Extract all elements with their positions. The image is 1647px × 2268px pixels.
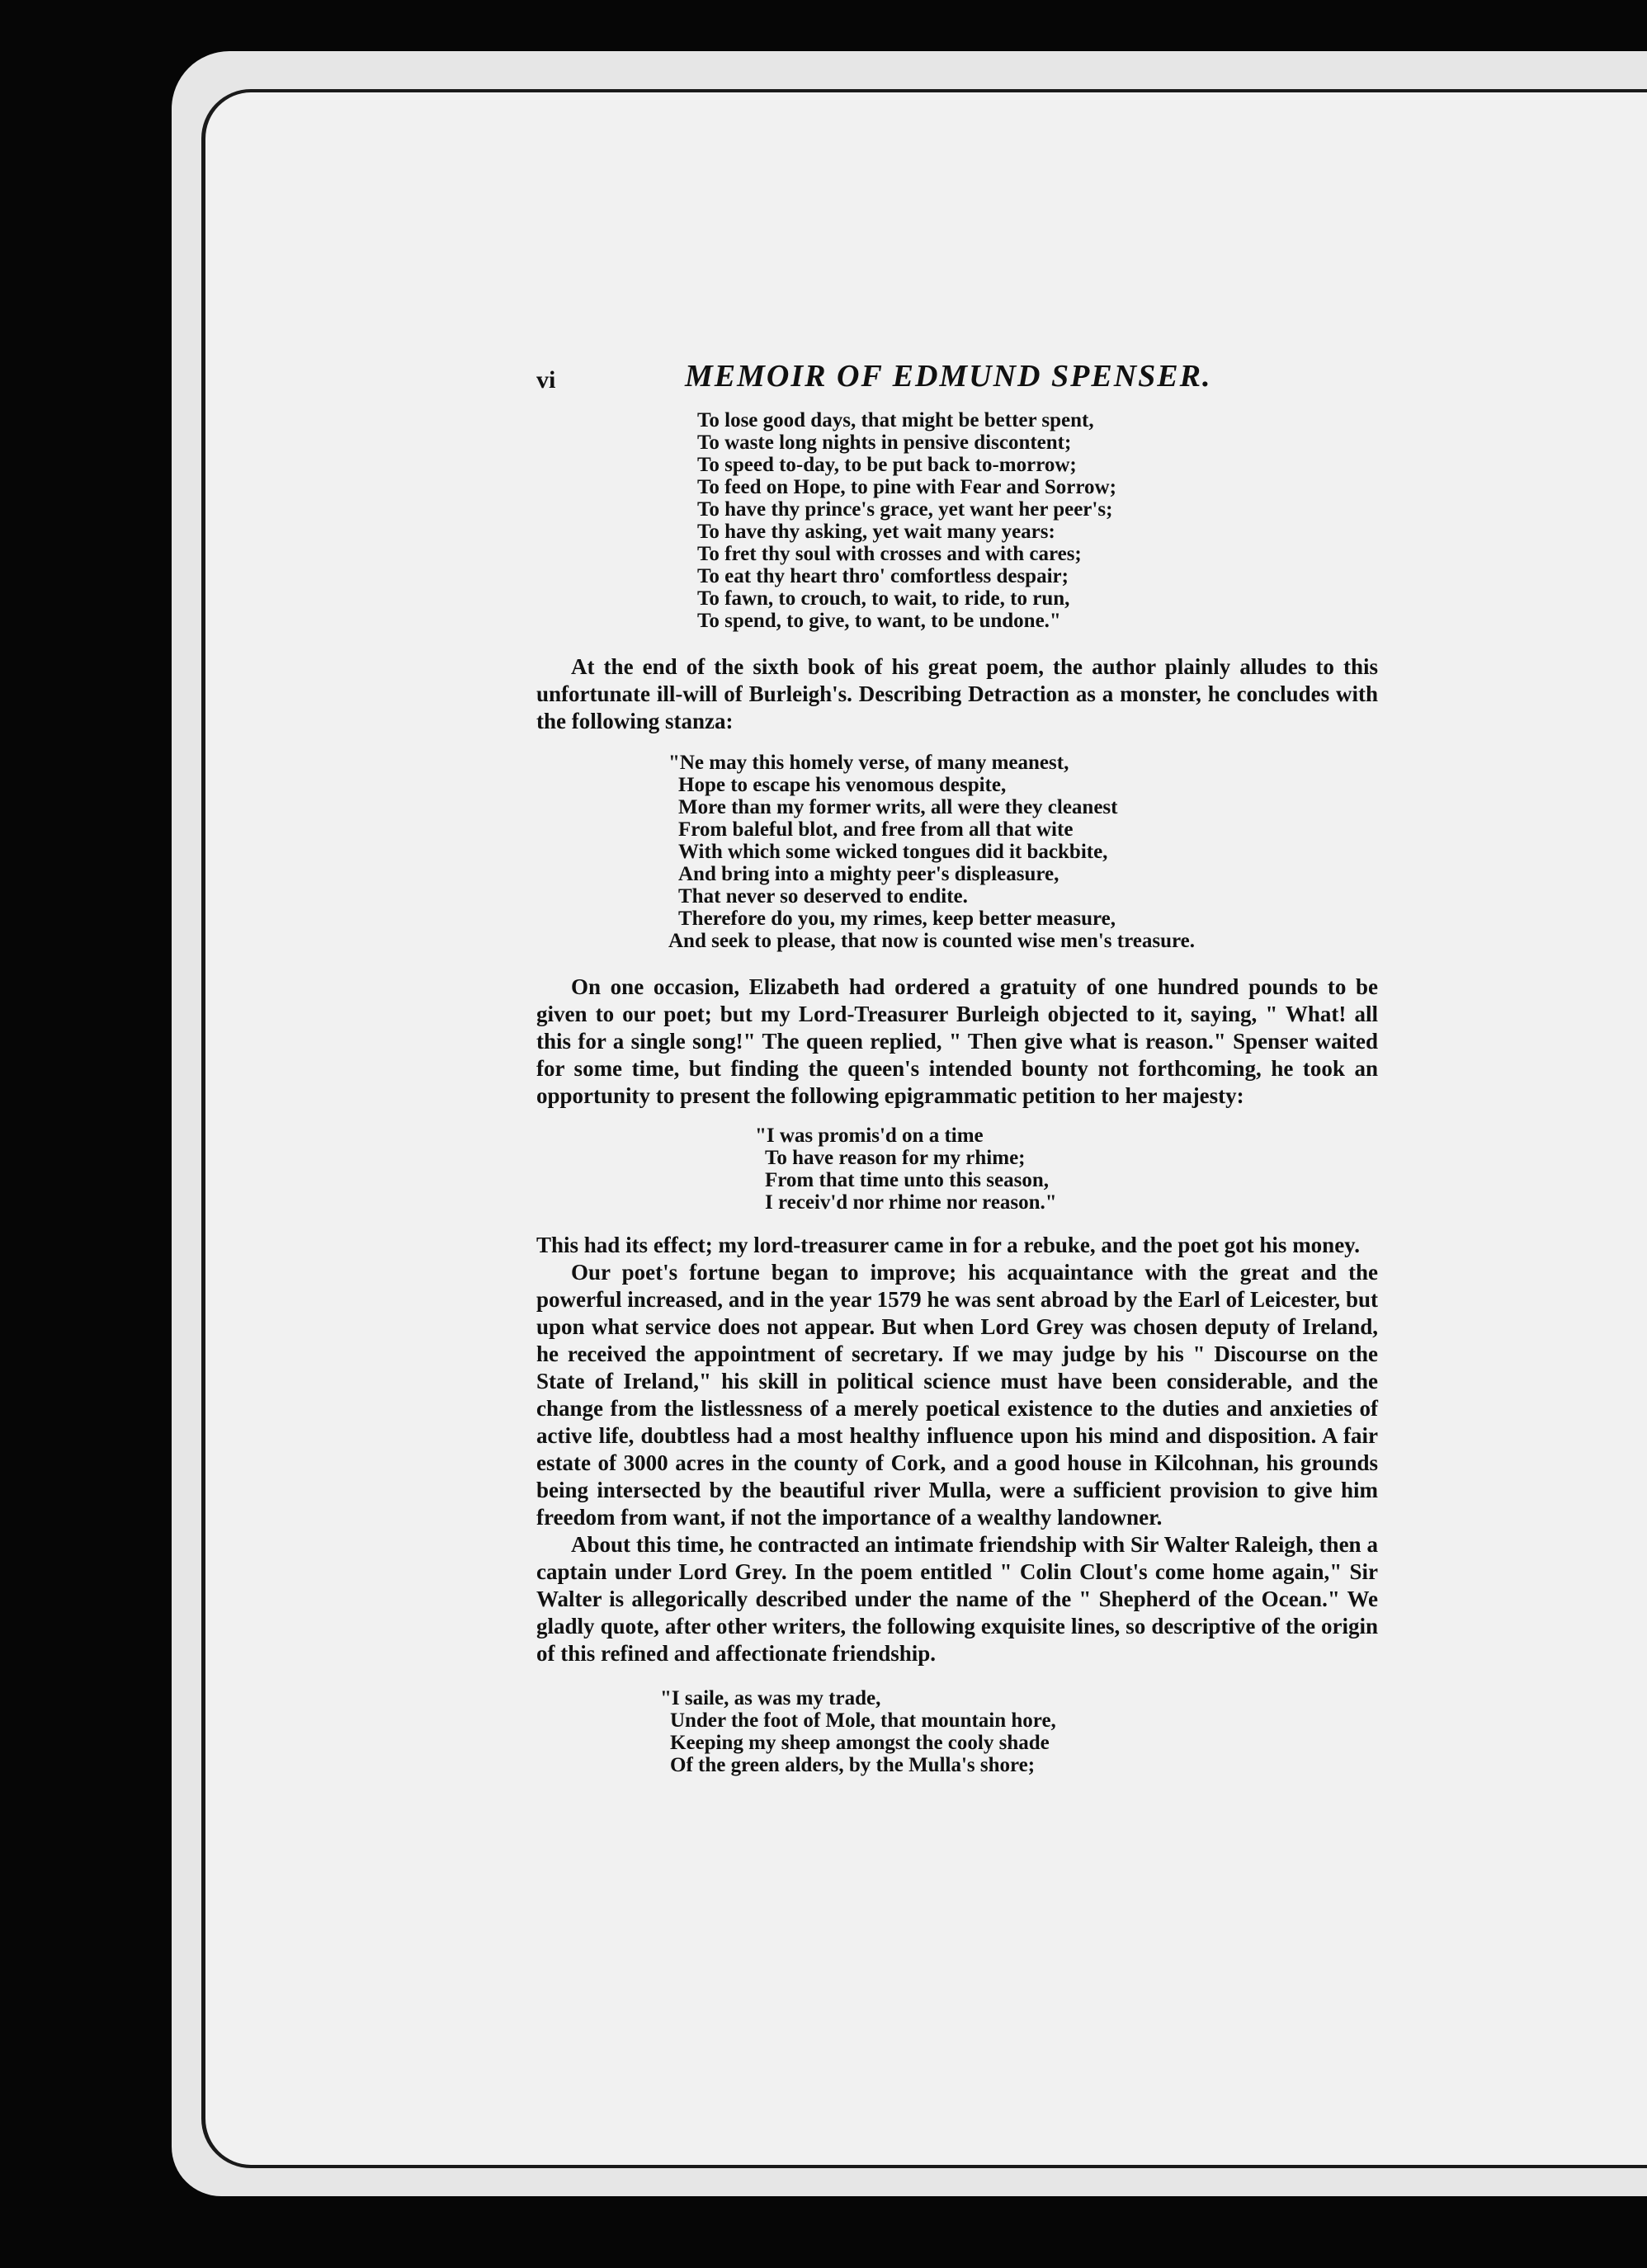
page-number: vi [536, 366, 556, 394]
verse-line: To have reason for my rhime; [765, 1147, 1026, 1169]
verse-line: Therefore do you, my rimes, keep better measure, [678, 908, 1116, 930]
verse-block-1 [697, 409, 1378, 632]
paragraph: About this time, he contracted an intimate friendship with Sir Walter Raleigh, then a captain under Lord Grey. In the poem entitled " Colin Clout's come home again," Sir Walter is allegorically described under the name of the " Shepherd of the Ocean." We gladly quote, after other writers, the following exquisite lines, so descriptive of the origin of this refined and affectionate friendship. [536, 1532, 1378, 1666]
verse-block-2 [668, 752, 1378, 952]
verse-line: With which some wicked tongues did it backbite, [678, 841, 1108, 863]
verse-line: To feed on Hope, to pine with Fear and Sorrow; [697, 476, 1116, 498]
paragraph: On one occasion, Elizabeth had ordered a gratuity of one hundred pounds to be given to our poet; but my Lord-Treasurer Burleigh objected to it, saying, " What! all this for a single song!" The queen replied, " Then give what is reason." Spenser waited for some time, but finding the queen's intended bounty not forthcoming, he took an opportunity to present the following epigrammatic petition to her majesty: [536, 974, 1378, 1108]
verse-line: Under the foot of Mole, that mountain hore, [670, 1709, 1056, 1732]
verse-line: To speed to-day, to be put back to-morrow; [697, 454, 1077, 476]
verse-line: "I saile, as was my trade, [660, 1687, 881, 1709]
verse-line: To lose good days, that might be better spent, [697, 409, 1094, 431]
verse-line: To fret thy soul with crosses and with cares; [697, 543, 1082, 565]
page-text [536, 359, 1378, 1776]
verse-line: To spend, to give, to want, to be undone." [697, 610, 1061, 632]
verse-line: To have thy asking, yet wait many years: [697, 521, 1055, 543]
running-title: MEMOIR OF EDMUND SPENSER. [685, 359, 1212, 394]
verse-line: And bring into a mighty peer's displeasure, [678, 863, 1059, 885]
paragraph: This had its effect; my lord-treasurer came in for a rebuke, and the poet got his money. [536, 1233, 1360, 1257]
verse-line: "I was promis'd on a time [755, 1125, 984, 1147]
verse-block-4 [660, 1687, 1378, 1776]
running-head [536, 359, 1378, 401]
verse-line: Of the green alders, by the Mulla's shore; [670, 1754, 1036, 1776]
verse-line: To fawn, to crouch, to wait, to ride, to run, [697, 587, 1070, 610]
verse-line: I receiv'd nor rhime nor reason." [765, 1191, 1057, 1214]
verse-line: "Ne may this homely verse, of many meanest, [668, 752, 1069, 774]
verse-line: Hope to escape his venomous despite, [678, 774, 1007, 796]
verse-line: And seek to please, that now is counted wise men's treasure. [668, 930, 1195, 952]
verse-line: From baleful blot, and free from all that wite [678, 818, 1074, 841]
verse-line: That never so deserved to endite. [678, 885, 968, 908]
verse-line: Keeping my sheep amongst the cooly shade [670, 1732, 1050, 1754]
verse-line: From that time unto this season, [765, 1169, 1049, 1191]
verse-line: To waste long nights in pensive discontent; [697, 431, 1072, 454]
verse-line: More than my former writs, all were they cleanest [678, 796, 1118, 818]
paragraph: At the end of the sixth book of his great poem, the author plainly alludes to this unfortunate ill-will of Burleigh's. Describing Detraction as a monster, he concludes with the following stanza: [536, 654, 1378, 733]
verse-block-3 [755, 1125, 1378, 1214]
verse-line: To eat thy heart thro' comfortless despair; [697, 565, 1069, 587]
paragraph: Our poet's fortune began to improve; his acquaintance with the great and the powerful increased, and in the year 1579 he was sent abroad by the Earl of Leicester, but upon what service does not appear. But when Lord Grey was chosen deputy of Ireland, he received the appointment of secretary. If we may judge by his " Discourse on the State of Ireland," his skill in political science must have been considerable, and the change from the listlessness of a merely poetical existence to the duties and anxieties of active life, doubtless had a most healthy influence upon his mind and disposition. A fair estate of 3000 acres in the county of Cork, and a good house in Kilcohnan, his grounds being intersected by the beautiful river Mulla, were a sufficient provision to give him freedom from want, if not the importance of a wealthy landowner. [536, 1260, 1378, 1530]
verse-line: To have thy prince's grace, yet want her peer's; [697, 498, 1113, 521]
